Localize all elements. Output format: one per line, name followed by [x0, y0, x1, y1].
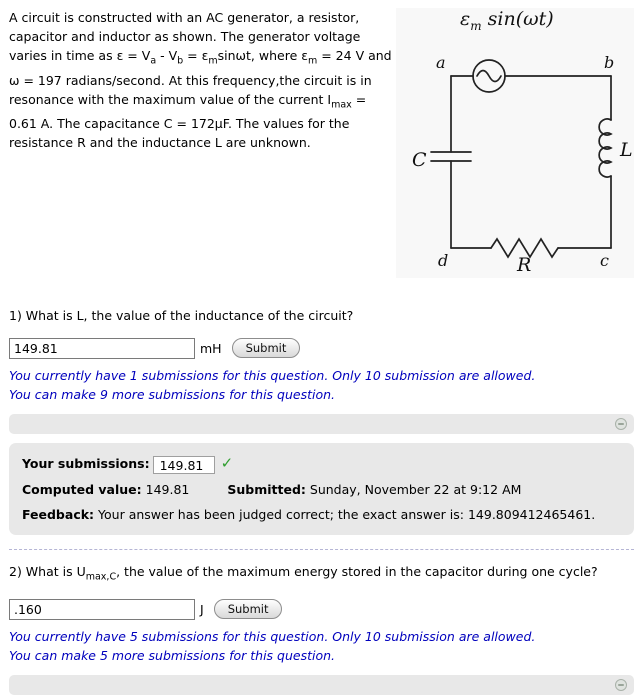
emf-label: $\varepsilon_m$ sin(ωt)	[460, 8, 554, 33]
section-divider	[9, 549, 634, 550]
q2-submit-button[interactable]: Submit	[214, 599, 283, 619]
problem-statement: A circuit is constructed with an AC generator, a resistor, capacitor and inductor as shown. The generator voltage varies in time as $\varepsilon = V_a - V_b = \varepsilon_m\sin\omega t$, where $\varepsilon_m = 24$ V and ω = 197 radians/second. At this frequency,the circuit is in resonance with the maximum value of the current $I_{max} = 0.61$ A. The capacitance C = 172μF. The values for the resistance R and the inductance L are unknown.	[9, 10, 392, 150]
q1-notes	[9, 366, 634, 404]
node-label-b: b	[604, 53, 615, 72]
capacitor-label: C	[412, 149, 427, 171]
submission-value-chip: 149.81	[153, 456, 215, 474]
q2-unit-label: J	[200, 601, 204, 617]
q1-answer-input[interactable]	[9, 338, 195, 359]
ac-generator-symbol	[473, 60, 505, 92]
q2-answer-input[interactable]	[9, 599, 195, 620]
question-2-text: 2) What is $U_{max,C}$, the value of the maximum energy stored in the capacitor during one cycle?	[9, 563, 598, 582]
q2-collapsed-section-bar[interactable]	[9, 675, 634, 695]
top-section	[9, 8, 634, 278]
node-label-d: d	[438, 251, 449, 270]
q1-collapsed-section-bar[interactable]	[9, 414, 634, 434]
submitted-label: Submitted:	[227, 481, 306, 497]
circuit-diagram	[396, 8, 634, 278]
collapse-toggle-icon[interactable]	[615, 679, 627, 691]
computed-value: 149.81	[145, 481, 190, 497]
q1-submit-button[interactable]: Submit	[232, 338, 301, 358]
q1-submissions-line	[22, 454, 621, 474]
q1-computed-line	[22, 480, 621, 499]
inductor-symbol	[599, 119, 611, 177]
q2-notes	[9, 627, 634, 665]
capacitor-symbol	[431, 152, 471, 161]
q1-unit-label: mH	[200, 340, 222, 356]
correct-check-icon: ✓	[220, 454, 234, 472]
node-label-c: c	[600, 251, 609, 270]
q1-feedback-line	[22, 505, 621, 524]
feedback-label: Feedback:	[22, 506, 95, 522]
node-label-a: a	[436, 53, 446, 72]
circuit-svg	[396, 8, 634, 278]
collapse-toggle-icon[interactable]	[615, 418, 627, 430]
feedback-text: Your answer has been judged correct; the exact answer is: 149.809412465461.	[98, 506, 596, 522]
q2-submission-note-1: You currently have 5 submissions for this question. Only 10 submission are allowed.	[9, 629, 536, 644]
inductor-label: L	[620, 139, 633, 161]
q1-submission-note-1: You currently have 1 submissions for this question. Only 10 submission are allowed.	[9, 368, 536, 383]
circuit-wires	[451, 76, 611, 248]
q1-submissions-box	[9, 443, 634, 535]
q1-submission-note-2: You can make 9 more submissions for this question.	[9, 387, 336, 402]
computed-value-label: Computed value:	[22, 481, 142, 497]
q2-answer-row	[9, 598, 634, 620]
q1-answer-row	[9, 337, 634, 359]
question-1-text: 1) What is L, the value of the inductance of the circuit?	[9, 308, 354, 323]
submitted-value: Sunday, November 22 at 9:12 AM	[309, 481, 522, 497]
q2-submission-note-2: You can make 5 more submissions for this question.	[9, 648, 336, 663]
resistor-label: R	[517, 254, 532, 276]
submissions-label: Your submissions:	[22, 456, 150, 471]
